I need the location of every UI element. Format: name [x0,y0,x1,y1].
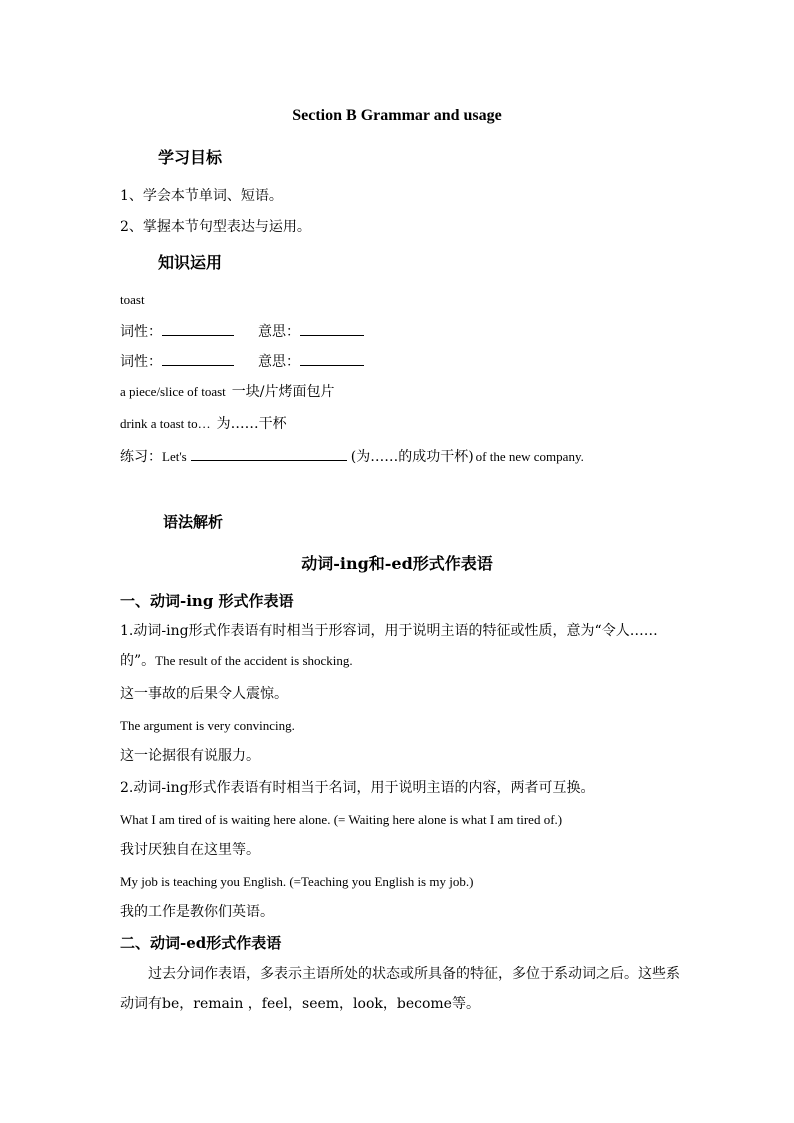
exercise-label: 练习： [120,449,162,465]
phrase-en: drink a toast to… [120,416,211,431]
example3-translation: 我讨厌独自在这里等。 [120,842,260,858]
exercise-row [120,446,584,467]
section1-heading: 一、动词-ing 形式作表语 [120,592,294,610]
vocab-word: toast [120,292,145,307]
exercise-blank [191,446,347,461]
section2-paragraph: 过去分词作表语，多表示主语所处的状态或所具备的特征，多位于系动词之后。这些系动词有be，remain ，feel，seem，look，become等。 [120,966,680,1012]
pos-blank [162,321,234,336]
goal-item-1: 1、学会本节单词、短语。 [120,188,283,204]
meaning-label: 意思： [258,324,300,340]
pos-meaning-row-1 [120,321,364,342]
phrase-en: a piece/slice of toast [120,384,226,399]
section2-heading: 二、动词-ed形式作表语 [120,934,282,952]
grammar-topic: 动词-ing和-ed形式作表语 [301,554,493,573]
point1-translation: 这一事故的后果令人震惊。 [120,686,288,702]
pos-blank [162,351,234,366]
pos-meaning-row-2 [120,351,364,372]
phrase-row-1 [120,382,334,402]
pos-label: 词性： [120,324,162,340]
example2-translation: 这一论据很有说服力。 [120,748,260,764]
pos-label: 词性： [120,354,162,370]
meaning-blank [300,351,364,366]
point1-text: 1.动词-ing形式作表语有时相当于形容词，用于说明主语的特征或性质，意为“令人……的”。 [120,623,658,669]
grammar-heading: 语法解析 [163,513,224,531]
phrase-row-2 [120,414,287,434]
goal-item-2: 2、掌握本节句型表达与运用。 [120,219,311,235]
example4: My job is teaching you English. (=Teaching you English is my job.) [120,874,474,889]
knowledge-heading: 知识运用 [158,253,223,272]
point1-example: The result of the accident is shocking. [155,653,353,668]
phrase-cn: 一块/片烤面包片 [231,384,335,400]
point2-text: 2.动词-ing形式作表语有时相当于名词，用于说明主语的内容，两者可互换。 [120,780,595,796]
example4-translation: 我的工作是教你们英语。 [120,904,274,920]
goals-heading: 学习目标 [158,148,223,167]
exercise-hint: (为……的成功干杯) [350,449,474,465]
example2: The argument is very convincing. [120,718,295,733]
phrase-cn: 为……干杯 [216,416,287,432]
page-title: Section B Grammar and usage [292,107,502,124]
point1-paragraph [120,616,680,676]
example3: What I am tired of is waiting here alone. (= Waiting here alone is what I am tired of.) [120,812,563,827]
exercise-pre: Let's [162,449,187,464]
meaning-label: 意思： [258,354,300,370]
exercise-post: of the new company. [475,449,584,464]
meaning-blank [300,321,364,336]
